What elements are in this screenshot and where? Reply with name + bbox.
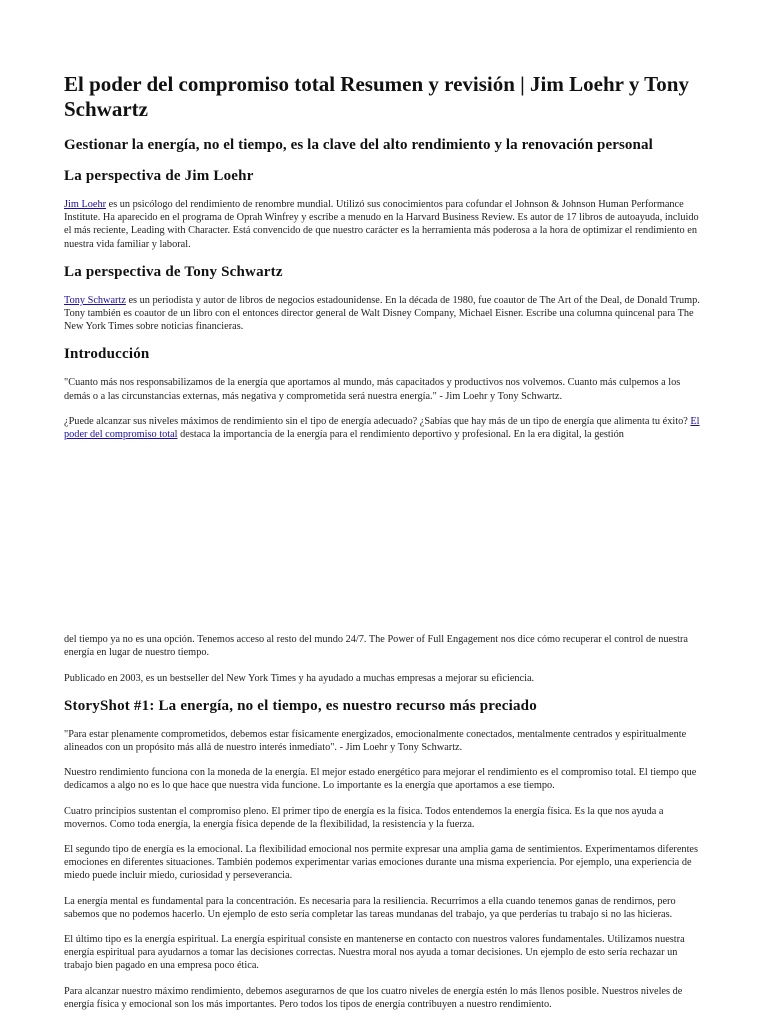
heading-introduccion: Introducción xyxy=(64,346,150,363)
storyshot-paragraph: "Para estar plenamente comprometidos, debemos estar físicamente energizados, emocionalmente conectados, mentalmente centrados y espiritualmente alineados con un propósito más allá de nuestro interés inmediato". - Jim Loehr y Tony Schwartz. xyxy=(64,728,687,754)
page-subtitle: Gestionar la energía, no el tiempo, es la clave del alto rendimiento y la renovación personal xyxy=(64,137,653,153)
heading-jim-loehr: La perspectiva de Jim Loehr xyxy=(64,168,254,184)
intro-p1-after: destaca la importancia de la energía para el rendimiento deportivo y profesional. En la era digital, la gestión xyxy=(177,429,624,441)
document-page xyxy=(64,72,704,1023)
link-tony-schwartz[interactable]: Tony Schwartz xyxy=(64,294,126,306)
storyshot-paragraph: El segundo tipo de energía es la emocional. La flexibilidad emocional nos permite expresar una amplia gama de sentimientos. Experimentamos diferentes emociones en diferentes situaciones. También podemos experimentar varias emociones durante una misma experiencia. Por ejemplo, una experiencia de miedo puede incluir miedo, curiosidad y perseverancia. xyxy=(64,844,699,882)
paragraph-jim-loehr xyxy=(64,198,704,251)
heading-tony-schwartz: La perspectiva de Tony Schwartz xyxy=(64,263,283,280)
text-tony-schwartz: es un periodista y autor de libros de negocios estadounidense. En la década de 1980, fue coautor de The Art of the Deal, de Donald Trump. Tony también es coautor de un libro con el entonces director general de Walt Disney Company, Michael Eisner. Escribe una columna quincenal para The New York Times sobre noticias financieras. xyxy=(64,294,700,333)
intro-paragraph-2: del tiempo ya no es una opción. Tenemos acceso al resto del mundo 24/7. The Power of Full Engagement nos dice cómo recuperar el control de nuestra energía en lugar de nuestro tiempo. xyxy=(64,634,688,659)
intro-quote: "Cuanto más nos responsabilizamos de la energía que aportamos al mundo, más capacitados y productivos nos volvemos. Cuanto más culpemos a los demás o a las circunstancias externas, más negativa y comprometida será nuestra energía." - Jim Loehr y Tony Schwartz. xyxy=(64,377,681,402)
paragraph-tony-schwartz xyxy=(64,294,704,334)
intro-paragraph-1 xyxy=(64,415,704,441)
ad-gap xyxy=(64,453,704,633)
heading-storyshot-1: StoryShot #1: La energía, no el tiempo, es nuestro recurso más preciado xyxy=(64,697,537,714)
storyshot-paragraph: La energía mental es fundamental para la concentración. Es necesaria para la resiliencia. Recurrimos a ella cuando tenemos ganas de rendirnos, pero sabemos que no podemos hacerlo. Un ejemplo de esto sería completar las tareas mundanas del trabajo, ya que perderías tu trabajo si no las hicieras. xyxy=(64,895,676,920)
storyshot-paragraph: Para alcanzar nuestro máximo rendimiento, debemos asegurarnos de que los cuatro niveles de energía estén lo más llenos posible. Nuestros niveles de energía física y emocional son los más importantes. Pero todos los tipos de energía contribuyen a nuestro rendimiento. xyxy=(64,985,683,1010)
link-poder-compromiso[interactable]: El poder del compromiso total xyxy=(64,415,700,441)
link-jim-loehr[interactable]: Jim Loehr xyxy=(64,199,107,210)
storyshot-paragraph: Nuestro rendimiento funciona con la moneda de la energía. El mejor estado energético para mejorar el rendimiento es el compromiso total. El tiempo que dedicamos a algo no es lo que hace que nuestra vida funcione. Lo importante es la energía que aportamos a ese tiempo. xyxy=(64,767,697,792)
storyshot-paragraph: El último tipo es la energía espiritual. La energía espiritual consiste en mantenerse en contacto con nuestros valores fundamentales. Utilizamos nuestra energía espiritual para ayudarnos a tomar las decisiones correctas. Nuestra moral nos ayuda a tomar decisiones. Un ejemplo de esto sería rechazar un trabajo bien pagado en una empresa poco ética. xyxy=(64,934,685,972)
intro-p1-before: ¿Puede alcanzar sus niveles máximos de rendimiento sin el tipo de energía adecuado? ¿Sabías que hay más de un tipo de energía que alimenta tu éxito? xyxy=(64,415,691,427)
storyshot-paragraph: Cuatro principios sustentan el compromiso pleno. El primer tipo de energía es la física. Todos entendemos la energía física. Es la que nos ayuda a movernos. Como toda energía, la energía física depende de la flexibilidad, la resistencia y la fuerza. xyxy=(64,805,664,830)
intro-paragraph-3: Publicado en 2003, es un bestseller del New York Times y ha ayudado a muchas empresas a mejorar su eficiencia. xyxy=(64,672,535,684)
text-jim-loehr: es un psicólogo del rendimiento de renombre mundial. Utilizó sus conocimientos para cofundar el Johnson & Johnson Human Performance Institute. Ha aparecido en el programa de Oprah Winfrey y escribe a menudo en la Harvard Business Review. Es autor de 17 libros de autoayuda, incluido el más reciente, Leading with Character. Está convencido de que nuestro carácter es la herramienta más poderosa a la hora de optimizar el rendimiento en nuestra vida familiar y laboral. xyxy=(64,199,699,250)
page-title: El poder del compromiso total Resumen y revisión | Jim Loehr y Tony Schwartz xyxy=(64,72,689,121)
